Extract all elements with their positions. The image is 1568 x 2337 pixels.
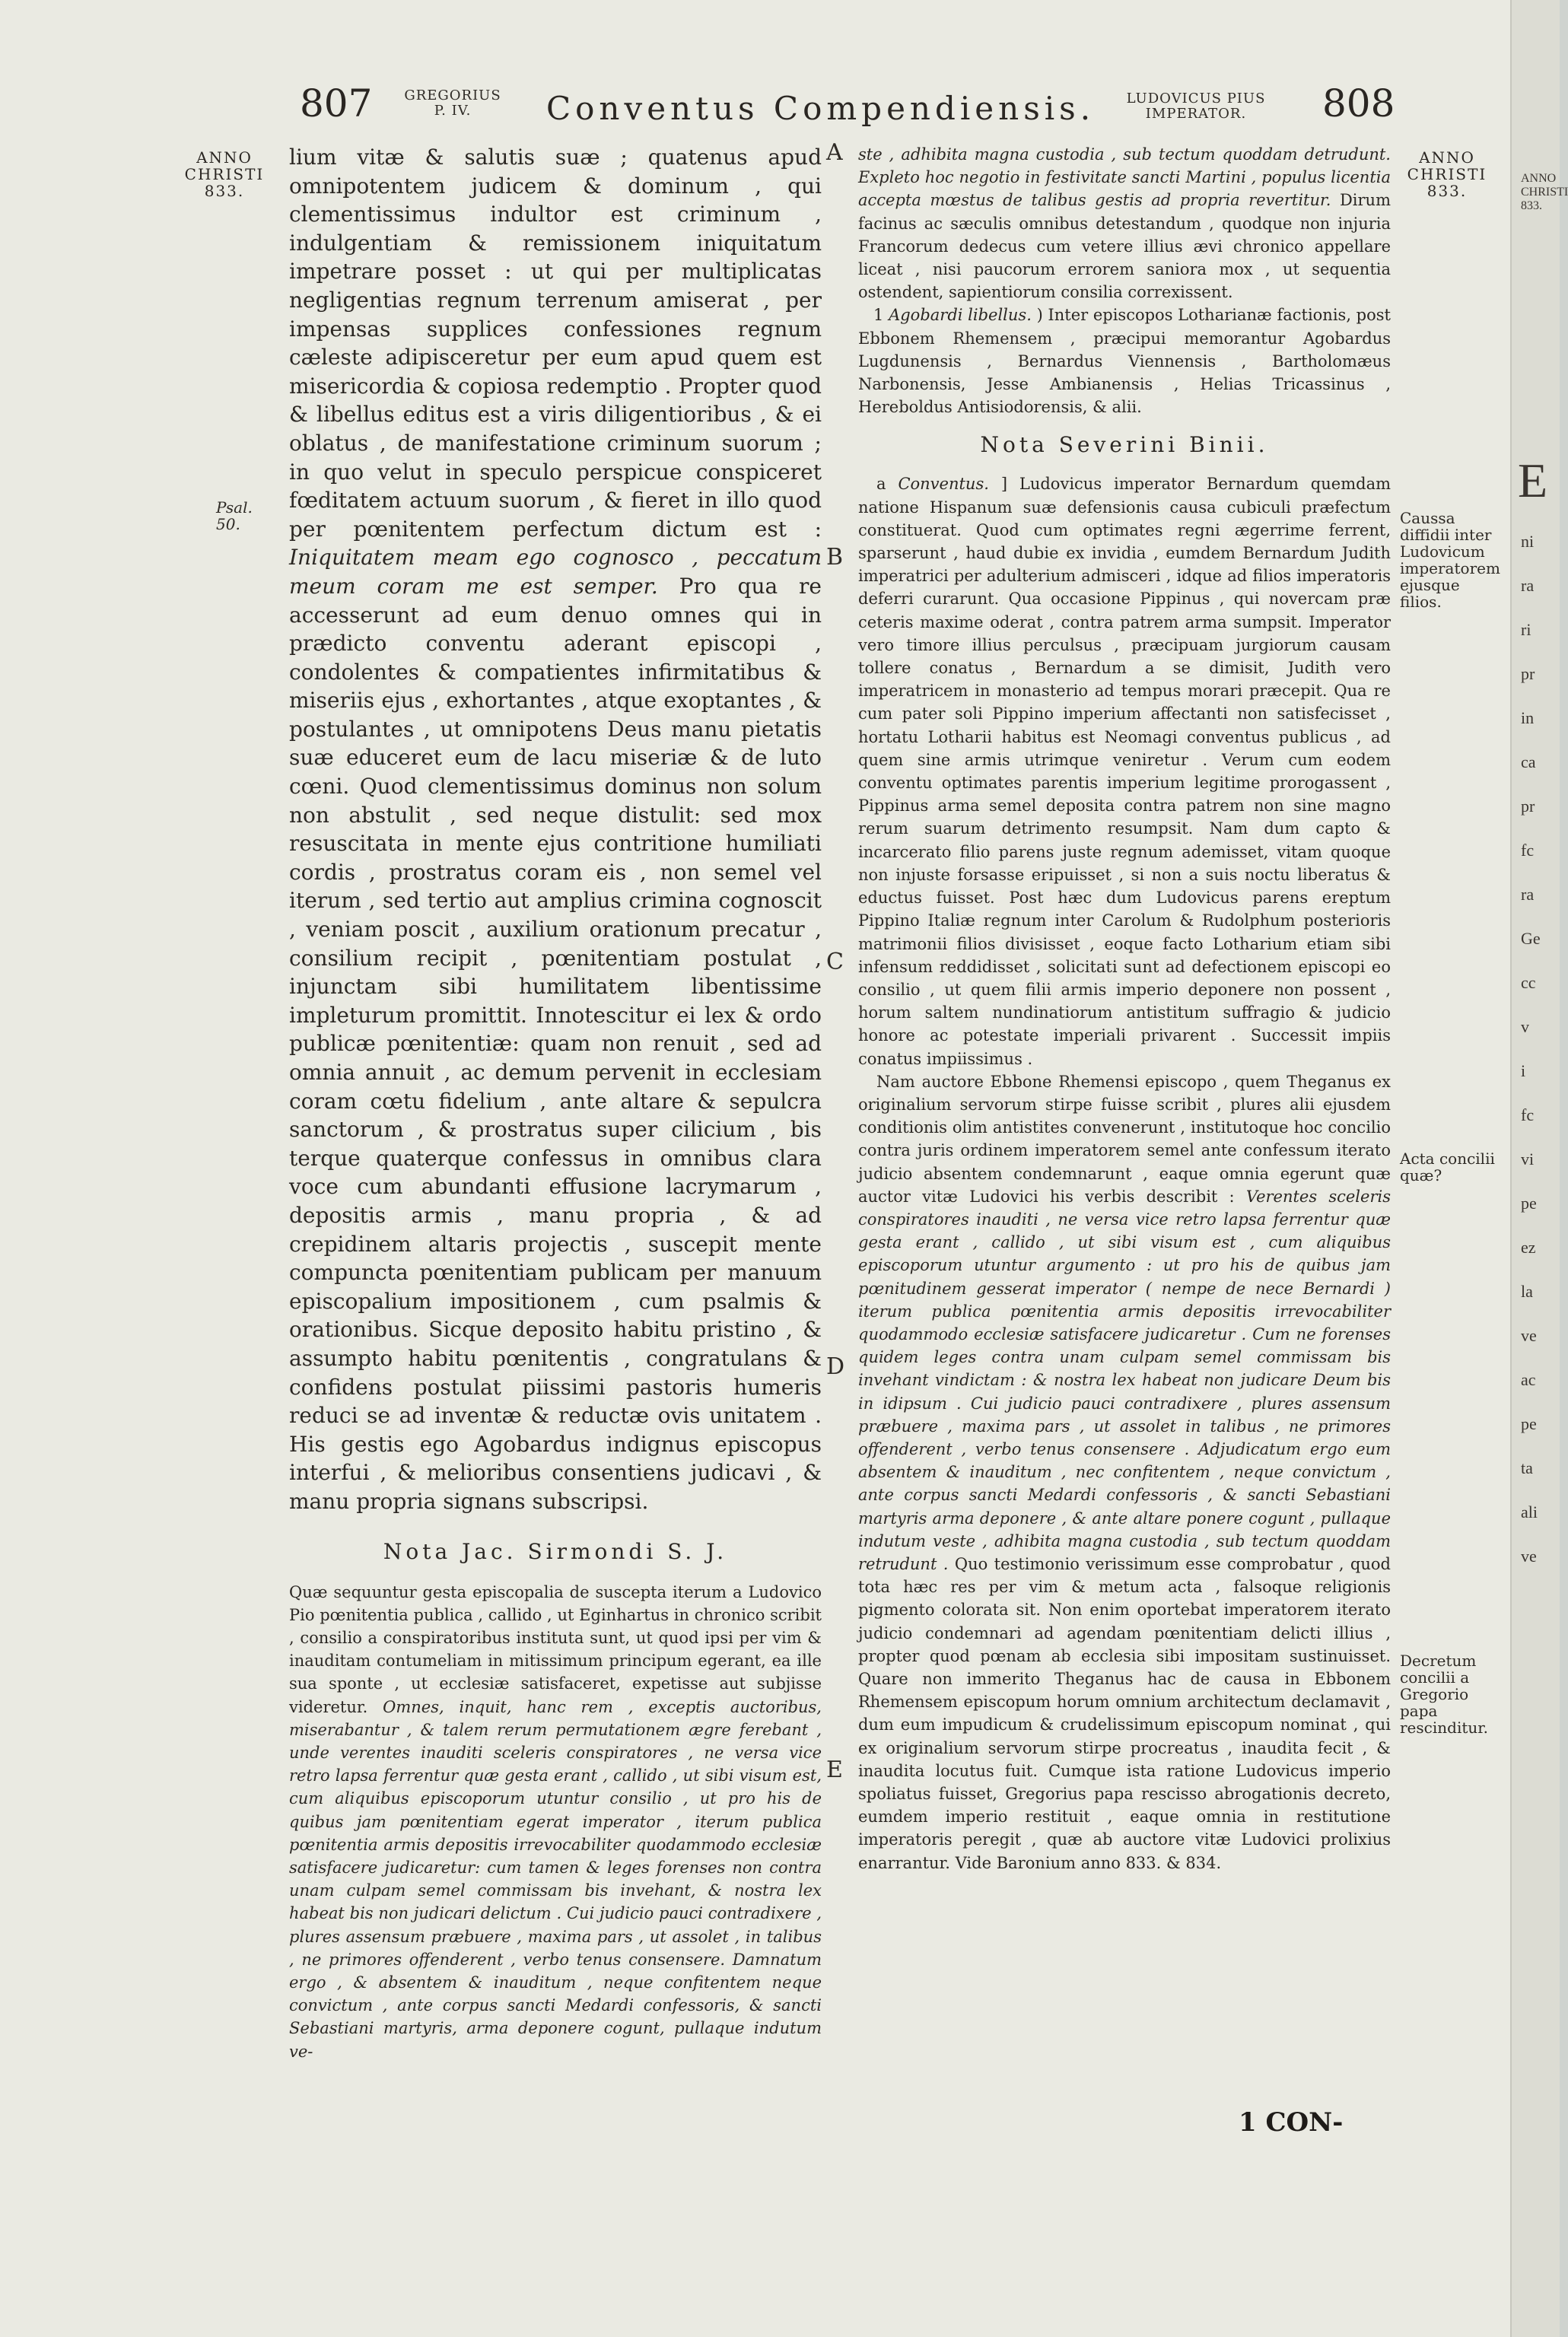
section-letter-c: C <box>826 949 844 975</box>
footnote-1-text: ) Inter episcopos Lotharianæ factionis, post Ebbonem Rhemensem , præcipui memorantur Agobardus Lugdunensis , Bernardus Viennensis , Bartholomæus Narbonensis, Jesse Ambianensis , Helias Tricassinus , Hereboldus Antisiodorensis, & alii. <box>858 306 1391 417</box>
facing-page-fragment: ve <box>1521 1326 1537 1345</box>
nota-sirmondi-paragraph <box>289 1581 822 2063</box>
running-head-left <box>396 88 510 119</box>
facing-page-fragment: ca <box>1521 752 1536 771</box>
facing-page-fragment: vi <box>1521 1149 1535 1168</box>
main-text: lium vitæ & salutis suæ ; quatenus apud omnipotentem judicem & dominum , qui clementissimus indultor est criminum , indulgentiam & remissionem iniquitatum impetrare posset : ut qui per multiplicatas negligentias regnum terrenum amiserat , per impensas supplices confessiones regnum cæleste adipisceretur per eum apud quem est misericordia & copiosa redemptio . Propter quod & libellus editus est a viris diligentioribus , & ei oblatus , de manifestatione criminum suorum ; in quo velut in speculo perspicue conspiceret fœditatem actuum suorum , & fieret in illo quod per pœnitentem perfectum dictum est : <box>289 145 822 542</box>
margin-psalm-ref: Psal. 50. <box>216 498 253 533</box>
facing-page-fragment: ra <box>1521 885 1535 904</box>
margin-note-decretum: Decretum concilii a Gregorio papa rescinditur. <box>1400 1652 1488 1737</box>
nota-sirmondi-quote: Omnes, inquit, hanc rem , exceptis auctoribus, miserabantur , & talem rerum permutationem ægre ferebant , unde verentes inauditi sceleris conspiratores , ne versa vice retro lapsa ferrentur quæ gesta erant , callido , ut sibi visum est, cum aliquibus episcoporum utuntur consilio , ut pro his de quibus jam pœnitentiam egerat imperator , iterum publica pœnitentia armis depositis irrevocabiliter quodammodo ecclesiæ satisfacere judicaretur: cum tamen & leges forenses non contra unam culpam semel commissam bis invehant, & nostra lex habeat bis non judicari delictum . Cui judicio pauci contradixere , plures assensum præbuere , maxima pars , ut assolet , in talibus , ne primores offenderent , verbo tenus consensere. Damnatum ergo , & absentem & inauditum , neque confitentem neque convictum , ante corpus sancti Medardi confessoris, & sancti Sebastiani martyris, arma deponere cogunt, pullaque indutum ve- <box>289 1697 822 2061</box>
nota-binii-p3: Quo testimonio verissimum esse comprobatur , quod tota hæc res per vim & metum acta , falsoque religionis pigmento colorata sit. Non enim oportebat imperatorem iterato judicio condemnari ad agendam pœnitentiam delicti illius , propter quod pœnam ab ecclesia sibi impositam sustinuisset. Quare non immerito Theganus hac de causa in Ebbonem Rhemensem episcopum horum omnium architectum declamavit , dum eum impudicum & crudelissimum episcopum nominat , qui ex originalium servorum stirpe procreatus , inaudita fecit , & inaudita locutus fuit. Cumque ista ratione Ludovicus imperio spoliatus fuisset, Gregorius papa rescisso abrogationis decreto, eumdem imperio restituit , eaque omnia in restitutione imperatoris peregit , quæ ab auctore vitæ Ludovici prolixius enarrantur. Vide Baronium anno 833. & 834. <box>858 1554 1391 1872</box>
nota-binii-p2: Nam auctore Ebbone Rhemensi episcopo , quem Theganus ex originalium servorum stirpe fuisse scribit , plures alii ejusdem conditionis olim antistites convenerunt , institutoque hoc concilio contra juris ordinem imperatorem semel ante confessum iterato judicio absentem condemnarunt , eaque omnia egerunt quæ auctor vitæ Ludovici his verbis describit : <box>858 1072 1391 1206</box>
nota-binii-p2-quote: Verentes sceleris conspiratores inauditi , ne versa vice retro lapsa ferrentur quæ gesta erant , callido , ut sibi visum est , cum aliquibus episcoporum utuntur argumento : ut pro his de quibus jam pœnitudinem gesserat imperator ( nempe de nece Bernardi ) iterum publica pœnitentia armis depositis irrevocabiliter quodammodo ecclesiæ satisfacere judicaretur . Cum ne forenses quidem leges contra unam culpam semel commissam bis invehant vindictam : & nostra lex habeat non judicare Deum bis in idipsum . Cui judicio pauci contradixere , plures assensum præbuere , maxima pars , ut assolet in talibus , ne primores offenderent , verbo tenus consensere . Adjudicatum ergo eum absentem & inauditum , nec confitentem , neque convictum , ante corpus sancti Medardi confessoris , & sancti Sebastiani martyris arma deponere , & ante altare ponere cogunt , pullaque indutum veste , adhibita magna custodia , sub tectum quoddam retrudunt . <box>858 1187 1391 1573</box>
facing-page-fragment: pr <box>1521 796 1535 816</box>
facing-page-fragment: ac <box>1521 1370 1536 1389</box>
facing-page-fragment: ni <box>1521 532 1535 551</box>
section-letter-b: B <box>826 544 844 571</box>
right-top-italic: ste , adhibita magna custodia , sub tectum quoddam detrudunt. Expleto hoc negotio in festivitate sancti Martini , populus licentia accepta mœstus de talibus gestis ad propria revertitur. <box>858 145 1391 210</box>
facing-page-fragment: fc <box>1521 1105 1535 1124</box>
main-text-2: Pro qua re accesserunt ad eum denuo omnes qui in prædicto conventu aderant episcopi , condolentes & compatientes infirmitatibus & miseriis ejus , exhortantes , atque exoptantes , & postulantes , ut omnipotens Deus manu pietatis suæ educeret eum de lacu miseriæ & de luto cœni. Quod clementissimus dominus non solum non abstulit , sed neque distulit: sed mox resuscitata in mente ejus contritione humiliati cordis , prostratus coram eis , non semel vel iterum , sed tertio aut amplius crimina cognoscit , veniam poscit , auxilium orationum precatur , consilium recipit , pœnitentiam postulat , injunctam sibi humilitatem libentissime impleturum promittit. Innotescitur ei lex & ordo publicæ pœnitentiæ: quam non renuit , sed ad omnia annuit , ac demum pervenit in ecclesiam coram cœtu fidelium , ante altare & sepulcra sanctorum , & prostratus super cilicium , bis terque quaterque confessus in omnibus clara voce cum abundanti effusione lacrymarum , depositis armis , manu propria , & ad crepidinem altaris projectis , suscepit mente compuncta pœnitentiam publicam per manuum episcopalium impositionem , cum psalmis & orationibus. Sicque deposito habitu pristino , & assumpto habitu pœnitentis , congratulans & confidens postulat piissimi pastoris humeris reduci se ad inventæ & reductæ ovis unitatem . His gestis ego Agobardus indignus episcopus interfui , & melioribus consentiens judicavi , & manu propria signans subscripsi. <box>289 573 822 1514</box>
facing-page-fragment: pe <box>1521 1414 1537 1433</box>
margin-anno-right: ANNO CHRISTI 833. <box>1407 148 1487 200</box>
running-title: Conventus Compendiensis. <box>546 90 1096 127</box>
main-quote: Iniquitatem meam ego cognosco , peccatum meum coram me est semper. <box>289 545 822 599</box>
nota-sirmondi-text <box>289 1581 822 2063</box>
facing-page-fragment: Ge <box>1521 929 1541 948</box>
facing-page-fragment: ri <box>1521 620 1531 639</box>
facing-page-fragment: ta <box>1521 1458 1533 1477</box>
running-head-right <box>1112 91 1280 122</box>
margin-anno-left: ANNO CHRISTI 833. <box>184 148 265 200</box>
running-head-right-line2: IMPERATOR. <box>1145 106 1247 122</box>
margin-note-acta: Acta concilii quæ? <box>1400 1149 1495 1184</box>
nota-binii-p1: ] Ludovicus imperator Bernardum quemdam natione Hispanum suæ defensionis causa cubiculi præfectum constituerat. Quod cum optimates regni ægerrime ferrent, sparserunt , haud dubie ex invidia , eumdem Bernardum Judith imperatrici per adulterium admisceri , idque ad filios imperatoris deferri curarunt. Qua occasione Pippinus , qui novercam præ ceteris maxime oderat , contra patrem arma sumpsit. Imperator vero timore illius perculsus , præcipuam jurgiorum causam tollere conatus , Bernardum a se dimisit, Judith vero imperatricem in monasterio ad tempus morari præcepit. Qua re cum pater soli Pippino imperium affectanti non satisfecisset , hortatu Lotharii habitus est Neomagi conventus publicus , ad quem sine armis utrimque veniretur . Verum cum eodem conventu optimates parentis imperium legitime prorogassent , Pippinus arma semel deposita contra patrem non sine magno rerum suarum detrimento resumpsit. Nam dum capto & incarcerato filio parens juste regnum ademisset, vitam quoque non injuste forsasse eripuisset , si non a suis noctu liberatus & eductus fuisset. Post hæc dum Ludovicus parens ereptum Pippino Italiæ regnum inter Carolum & Rudolphum posterioris matrimonii filios divisisset , eoque facto Lotharium etiam sibi infensum reddidisset , solicitati sunt ad defectionem episcopi eo consilio , ut quem filii armis imperio deponere non possent , horum saltem nundinatiorum antistitum suffragio & judicio honore ac potestate imperiali privarent . Successit impiis conatus impiissimus . <box>858 475 1391 1068</box>
running-head-left-line2: P. IV. <box>434 103 472 119</box>
facing-page-fragment: ali <box>1521 1502 1538 1521</box>
nota-binii-paragraph-1 <box>858 472 1391 1070</box>
main-text-block <box>289 143 822 1516</box>
facing-page-fragment: pe <box>1521 1194 1537 1213</box>
facing-page-fragment: la <box>1521 1282 1533 1301</box>
right-top-paragraph <box>858 143 1391 304</box>
footnote-1-label: 1 <box>873 306 884 325</box>
running-head-left-line1: GREGORIUS <box>404 87 501 103</box>
facing-page-fragment: pr <box>1521 664 1535 683</box>
nota-binii-text <box>858 472 1391 1874</box>
facing-page-fragment: cc <box>1521 973 1536 992</box>
page-header <box>0 82 1510 135</box>
facing-page-fragment: i <box>1521 1061 1526 1080</box>
facing-page-edge <box>1510 0 1568 2337</box>
page-number-left: 807 <box>300 81 373 126</box>
facing-page-letter: E <box>1518 453 1548 507</box>
nota-binii-paragraph-2 <box>858 1070 1391 1874</box>
page-number-right: 808 <box>1322 81 1395 126</box>
facing-page-fragment: ra <box>1521 576 1535 595</box>
catchword: 1 CON- <box>1239 2107 1344 2138</box>
footnote-1 <box>858 304 1391 418</box>
right-column <box>858 143 1391 1874</box>
facing-page-fragment: ez <box>1521 1238 1536 1257</box>
facing-page-anno: ANNO CHRISTI 833. <box>1521 172 1568 212</box>
facing-page-fragment: fc <box>1521 841 1535 860</box>
right-top-text: Dirum facinus ac sæculis omnibus detestandum , quodque non injuria Francorum dedecus cum vetere illius ævi chronico appellare liceat , nisi paucorum errorem saniora mox , ut sequentia ostendent, sapientiorum consilia correxissent. <box>858 191 1391 302</box>
section-letter-d: D <box>826 1353 845 1380</box>
section-letter-e: E <box>826 1757 843 1783</box>
running-head-right-line1: LUDOVICUS PIUS <box>1126 91 1266 107</box>
footnote-1-title: Agobardi libellus. <box>889 306 1032 325</box>
facing-page-fragment: v <box>1521 1017 1529 1036</box>
left-column <box>289 143 822 2063</box>
nota-sirmondi-p1: Quæ sequuntur gesta episcopalia de suscepta iterum a Ludovico Pio pœnitentia publica , callido , ut Eginhartus in chronico scribit , consilio a conspiratoribus instituta sunt, ut quod ipsi per vim & inauditam contumeliam in mitissimum principum egerant, ea ille sua sponte , ut ecclesiæ satisfaceret, expetisse aut subjisse videretur. <box>289 1582 822 1716</box>
facing-page-fragment: ve <box>1521 1547 1537 1566</box>
nota-binii-label-title: Conventus. <box>898 475 989 494</box>
nota-sirmondi-heading: Nota Jac. Sirmondi S. J. <box>383 1538 728 1564</box>
main-paragraph <box>289 143 822 1516</box>
nota-binii-heading: Nota Severini Binii. <box>980 432 1269 458</box>
margin-note-causa: Caussa diffidii inter Ludovicum imperatorem ejusque filios. <box>1400 509 1500 611</box>
section-letter-a: A <box>826 139 843 166</box>
facing-page-fragment: in <box>1521 708 1535 727</box>
nota-binii-label: a <box>876 475 886 494</box>
right-top-block <box>858 143 1391 418</box>
